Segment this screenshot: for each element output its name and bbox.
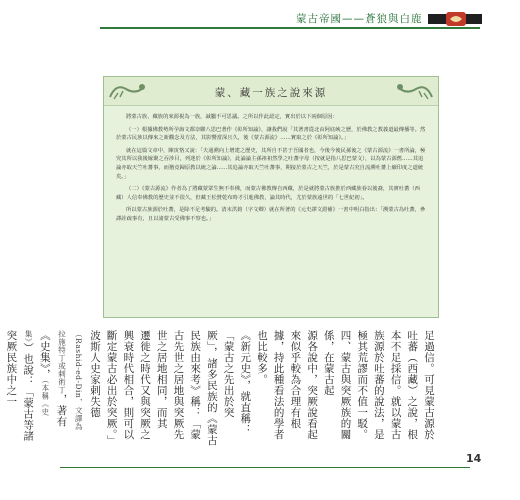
text-column: 厥」，諸多民族的《蒙古民族由來考》稱：「蒙 xyxy=(189,330,218,446)
excerpt-paragraph: （二）《蒙古源流》作者為了將藏蒙眾生無不奉佛，而蒙古佛教傳自西藏，於是就將蒙古族推於西藏族眷以後裔，其實吐蕃（西藏）人信奉佛教的歷史並不很久，但藏王松贊乾布時才引進佛教，論其時代，尤於蒙族遠世的「七世紀初」。 xyxy=(116,186,420,201)
text-column: 本不足採信。就以蒙古族源於吐蕃的說法，是 xyxy=(372,330,402,440)
inline-note: 拉施特丁或剌術丁 xyxy=(57,330,67,394)
text-column xyxy=(3,330,36,448)
inline-note: （本稱《史 xyxy=(40,379,50,416)
main-body-text xyxy=(5,330,437,448)
sidebar-excerpt-box xyxy=(103,76,439,318)
footer-rule xyxy=(60,467,470,468)
text-column: 足過信。可見蒙古源於吐蕃（西藏）之說，根 xyxy=(406,330,435,440)
inline-note: 集》 xyxy=(24,330,34,343)
text-column xyxy=(70,330,103,448)
text-column: 四、蒙古與突厥族的關係，在蒙古起 xyxy=(322,330,352,440)
text-column xyxy=(0,330,3,448)
excerpt-body xyxy=(116,113,426,228)
excerpt-paragraph: 就在這篇文章中，陳寅恪又說：「夫通溯向上增建之歷史，其所自不甚于吾國者也，今後今後民孫後之《蒙古源流》一書所論，極究其所以我後嫁聚之吞涉目，列迷於《彰所知論》，此論論主孫祖祖然學之吐蕃字母（按就是指八思巴蒙文），以為蒙古源舊……其追論亦取天竺吐蕃事，而猶竟歸原教以統之論……其追論亦取天竺吐蕃事，期接於蒙古之天竺，於是蒙古究自流溯吐蕃上續印度之道統矣。」 xyxy=(116,147,426,180)
excerpt-title: 蒙、藏一族之說來源 xyxy=(214,87,328,99)
inline-note: （Rashid-ed-Din，文譯為 xyxy=(74,330,84,431)
text-column xyxy=(36,330,69,448)
excerpt-banner xyxy=(104,77,438,106)
header-emblem-icon xyxy=(428,10,482,28)
running-title: 蒙古帝國——蒼狼與白鹿 xyxy=(296,13,423,25)
text-column: 古先世之居地與突厥先世之居地相同，而其 xyxy=(155,330,185,440)
text-column: 《新元史》，就直稱：「蒙古之先出於突 xyxy=(222,330,252,435)
text-column: 源各說中，突厥說看起來似乎較為合理有根 xyxy=(289,330,319,440)
text-column: 極其荒謬而不值一駁。 xyxy=(356,330,369,440)
text-column: 斷定蒙古必出於突厥。」 xyxy=(105,330,118,446)
excerpt-paragraph: 所以蒙古族源於吐蕃，是除不足考驗的。清末洪鈞（字文卿）就在所著的《元史譯文證補》一書中明白指出：「溯蒙古為吐蕃，參譯詮疏事有，且以諸蒙古受佛事不察也。」 xyxy=(116,207,426,222)
text-column: 遷徙之時代又與突厥之興衰時代相合，則可以 xyxy=(122,330,152,440)
excerpt-paragraph: 將蒙古族、藏族的來源視為一族，誠屬不可思議。之所以作此認定，實出於以下兩個原因： xyxy=(126,114,338,120)
text-column: 據，持此種看法的學者也比較多。 xyxy=(255,330,285,440)
text-run: ，著有《史集》， xyxy=(38,330,68,427)
dragon-icon xyxy=(394,79,434,103)
text-run: 波斯人史家剌失德 xyxy=(88,330,101,418)
page-number: 14 xyxy=(466,452,482,465)
header-rule xyxy=(100,27,480,29)
excerpt-paragraph: （一）根據佛教勢所孕誨文都奈聯八思巴著作《彰所知論》，讓我們說「其著書從北由阿底峽之歷，於佛教之教義道最傳播等。然於蒙古民族以傳來之新觀念及方法，其影響當深且久，後《蒙古源流》……實取之於《彰所知論》。」 xyxy=(116,126,426,142)
text-run: ）也說：「蒙古等諸突厥民族中之一 xyxy=(5,330,35,442)
